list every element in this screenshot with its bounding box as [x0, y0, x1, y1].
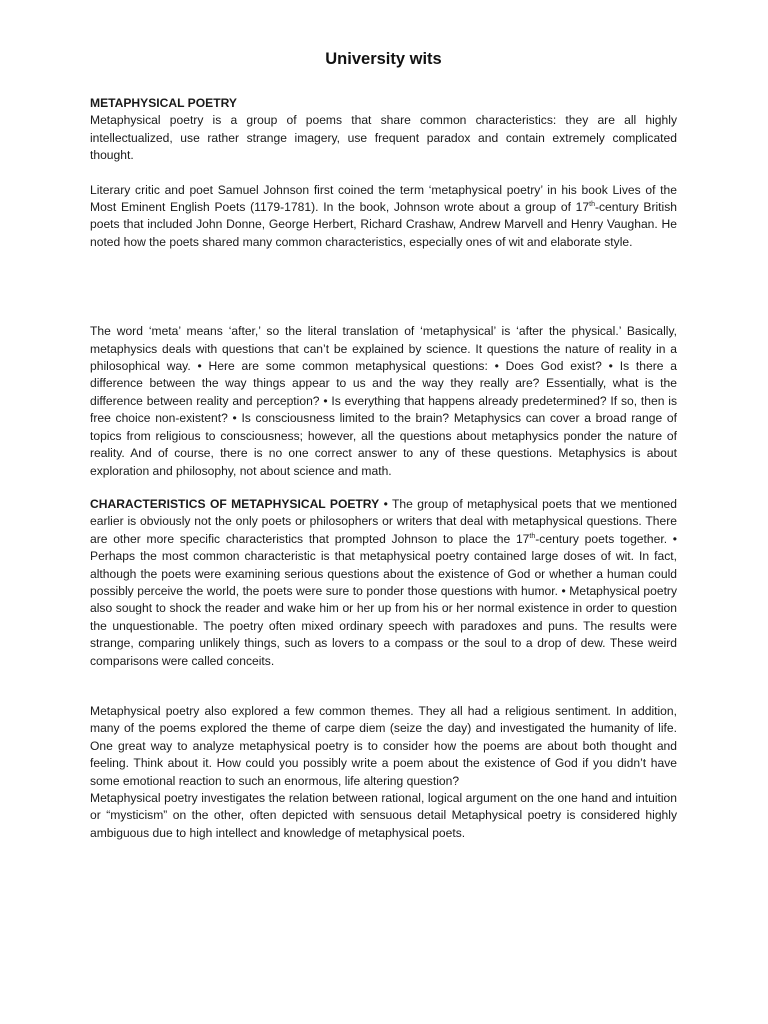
- page-title: University wits: [325, 50, 442, 68]
- paragraph-themes: Metaphysical poetry also explored a few common themes. They all had a religious sentiment. In addition, many of the poems explored the theme of carpe diem (seize the day) and investigated the humanity of life. One great way to analyze metaphysical poetry is to consider how the poems are about both thought and feeling. Think about it. How could you possibly write a poem about the existence of God if you didn’t have some emotional reaction to such an enormous, life altering question?: [90, 703, 677, 788]
- paragraph-definition: Metaphysical poetry is a group of poems that share common characteristics: they are all highly intellectualized, use rather strange imagery, use frequent paradox and contain extremely complicated thought.: [90, 113, 677, 163]
- paragraph-meta-meaning: The word ‘meta’ means ‘after,’ so the literal translation of ‘metaphysical’ is ‘after the physical.’ Basically, metaphysics deals with questions that can’t be explained by science. It questions the nature of reality in a philosophical way. • Here are some common metaphysical questions: • Does God exist? • Is there a difference between the way things appear to us and the way they really are? Essentially, what is the difference between reality and perception? • Is everything that happens already predetermined? If so, then is free choice non-existent? • Is consciousness limited to the brain? Metaphysics can cover a broad range of topics from religious to consciousness; however, all the questions about metaphysics ponder the nature of reality. And of course, there is no one correct answer to any of these questions. Metaphysics is about exploration and philosophy, not about science and math.: [90, 324, 677, 478]
- superscript-th: th: [529, 532, 536, 540]
- section-heading-characteristics: CHARACTERISTICS OF METAPHYSICAL POETRY: [90, 496, 380, 511]
- paragraph-johnson-text-b: -century British poets that included John Donne, George Herbert, Richard Crashaw, Andrew Marvell and Henry Vaughan. He noted how the poets shared many common characteristics, especially ones of wit and elaborate style.: [90, 200, 677, 249]
- section-heading-metaphysical-poetry: METAPHYSICAL POETRY: [90, 96, 237, 110]
- paragraph-characteristics-text-b: -century poets together. • Perhaps the most common characteristic is that metaphysical poetry contained large doses of wit. In fact, although the poets were examining serious questions about the existence of God or whether a human could possibly perceive the world, the poets were sure to ponder those questions with humor. • Metaphysical poetry also sought to shock the reader and wake him or her up from his or her normal existence in order to question the unquestionable. The poetry often mixed ordinary speech with paradoxes and puns. The results were strange, comparing unlikely things, such as lovers to a compass or the soul to a drop of dew. These weird comparisons were called conceits.: [90, 531, 678, 668]
- document-page: [90, 48, 677, 842]
- paragraph-characteristics: [90, 496, 677, 670]
- superscript-th: th: [589, 201, 595, 209]
- paragraph-characteristics-text-a: • The group of metaphysical poets that we mentioned earlier is obviously not the only poets or philosophers or writers that deal with metaphysical questions. There are other more specific characteristics that prompted Johnson to place the 17: [90, 496, 678, 546]
- paragraph-johnson: [90, 182, 677, 252]
- paragraph-rational-intuition: Metaphysical poetry investigates the relation between rational, logical argument on the one hand and intuition or “mysticism” on the other, often depicted with sensuous detail Metaphysical poetry is considered highly ambiguous due to high intellect and knowledge of metaphysical poets.: [90, 791, 677, 840]
- paragraph-johnson-text-a: Literary critic and poet Samuel Johnson first coined the term ‘metaphysical poetry’ in his book Lives of the Most Eminent English Poets (1179-1781). In the book, Johnson wrote about a group of 17: [90, 182, 677, 215]
